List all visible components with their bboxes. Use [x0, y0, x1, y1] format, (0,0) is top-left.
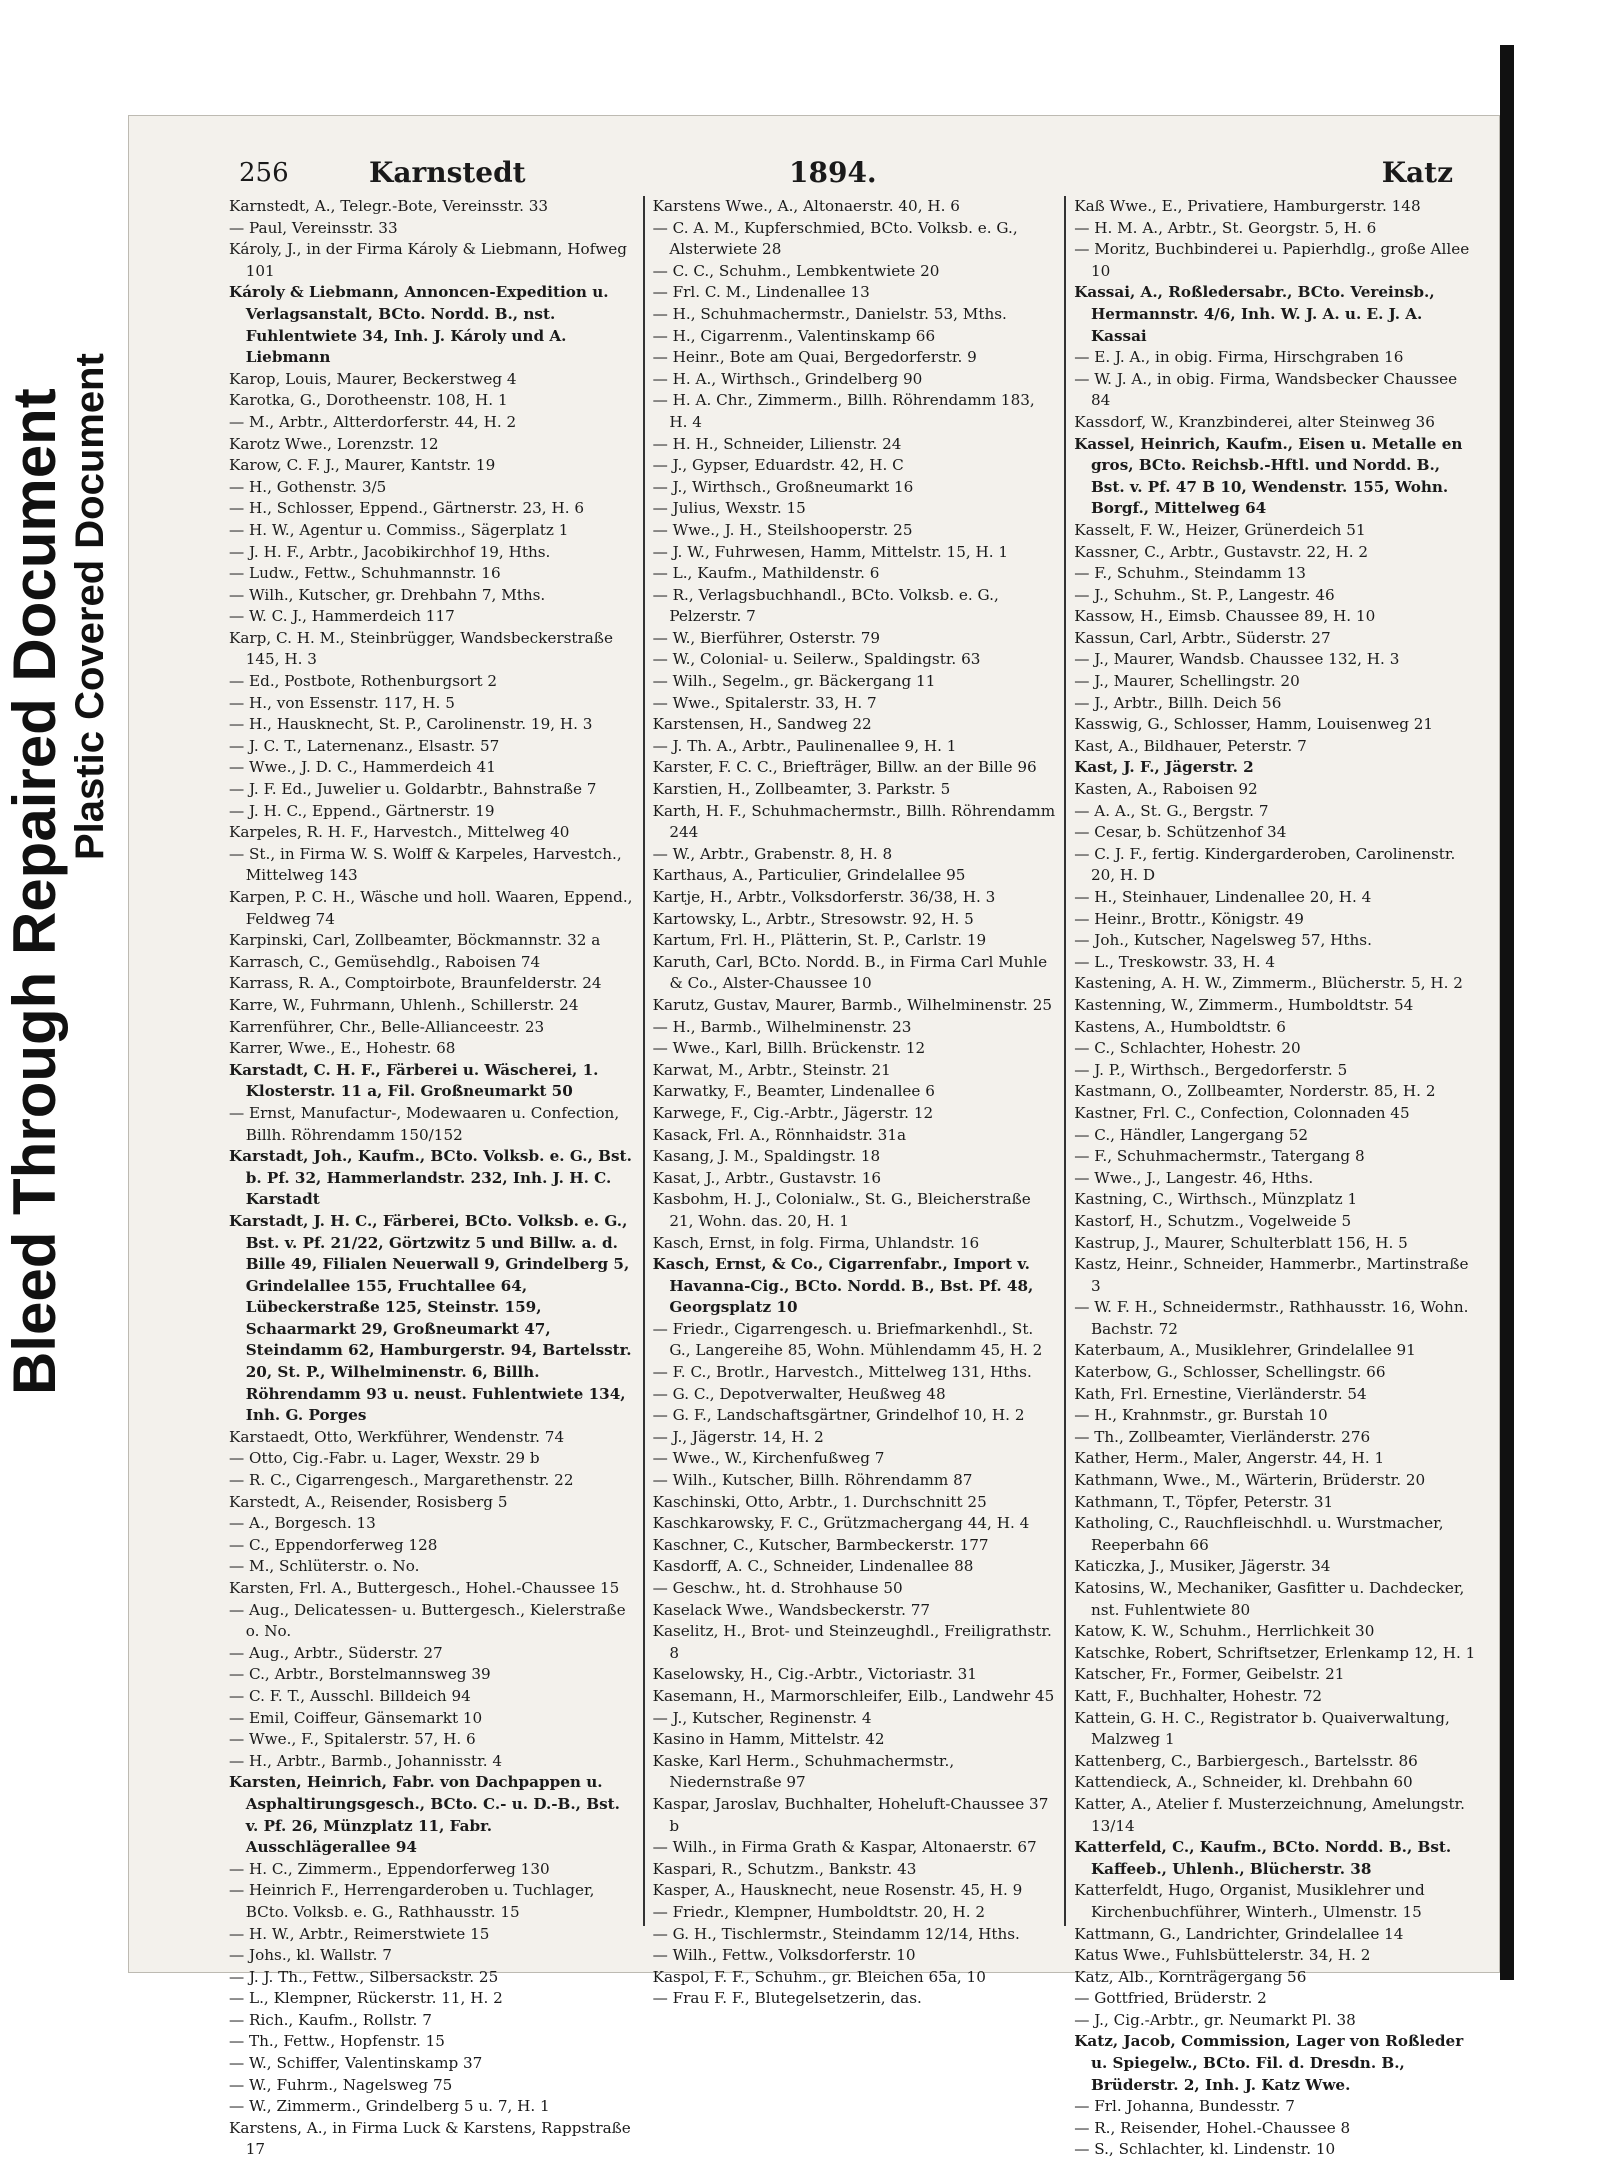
directory-entry: — J. W., Fuhrwesen, Hamm, Mittelstr. 15, H. 1	[652, 542, 1009, 561]
directory-entry: — Wilh., Fettw., Volksdorferstr. 10	[652, 1946, 916, 1965]
directory-entry: — Joh., Kutscher, Nagelsweg 57, Hths.	[1074, 931, 1372, 950]
directory-entry: — Frau F. F., Blutegelsetzerin, das.	[652, 1989, 922, 2008]
column-3	[1064, 196, 1486, 2159]
directory-entry: — Wwe., J. H., Steilshooperstr. 25	[652, 520, 913, 539]
directory-entry: Kassdorf, W., Kranzbinderei, alter Steinweg 36	[1074, 412, 1435, 431]
directory-entry: — W., Bierführer, Osterstr. 79	[652, 628, 881, 647]
directory-entry: Karotka, G., Dorotheenstr. 108, H. 1	[229, 391, 508, 410]
directory-entry: Katterfeld, C., Kaufm., BCto. Nordd. B., Bst. Kaffeeb., Uhlenh., Blücherstr. 38	[1074, 1838, 1452, 1878]
directory-entry: Karstens Wwe., A., Altonaerstr. 40, H. 6	[652, 197, 960, 215]
directory-entry: Károly & Liebmann, Annoncen-Expedition u. Verlagsanstalt, BCto. Nordd. B., nst. Fuhlentwiete 34, Inh. J. Károly und A. Liebmann	[229, 283, 609, 367]
directory-entry: Kasper, A., Hausknecht, neue Rosenstr. 45, H. 9	[652, 1881, 1023, 1900]
directory-entry: Katerbow, G., Schlosser, Schellingstr. 66	[1074, 1363, 1386, 1382]
directory-entry: — Ludw., Fettw., Schuhmannstr. 16	[229, 564, 501, 583]
directory-entry: Karwatky, F., Beamter, Lindenallee 6	[652, 1082, 935, 1101]
directory-entry: — Geschw., ht. d. Strohhause 50	[652, 1579, 903, 1597]
directory-entry: — Wwe., F., Spitalerstr. 57, H. 6	[229, 1730, 476, 1749]
directory-entry: Karpinski, Carl, Zollbeamter, Böckmannstr. 32 a	[229, 931, 601, 950]
directory-entry: Katholing, C., Rauchfleischhdl. u. Wurstmacher, Reeperbahn 66	[1074, 1514, 1444, 1554]
directory-entry: — W. C. J., Hammerdeich 117	[229, 607, 455, 626]
directory-entry: Karsten, Heinrich, Fabr. von Dachpappen u. Asphaltirungsgesch., BCto. C.- u. D.-B., Bst. v. Pf. 26, Münzplatz 11, Fabr. Ausschlägerallee 94	[229, 1773, 620, 1857]
directory-entry: — C., Eppendorferweg 128	[229, 1535, 438, 1554]
directory-entry: — Heinr., Brottr., Königstr. 49	[1074, 909, 1304, 928]
header-left-word: Karnstedt	[369, 156, 526, 189]
directory-entry: — Th., Zollbeamter, Vierländerstr. 276	[1074, 1427, 1371, 1446]
directory-entry: — J., Maurer, Schellingstr. 20	[1074, 672, 1300, 691]
directory-columns	[221, 196, 1486, 2159]
directory-entry: — W., Zimmerm., Grindelberg 5 u. 7, H. 1	[229, 2097, 550, 2116]
directory-entry: — Ed., Postbote, Rothenburgsort 2	[229, 672, 498, 691]
directory-entry: — Paul, Vereinsstr. 33	[229, 218, 398, 237]
directory-entry: — Th., Fettw., Hopfenstr. 15	[229, 2032, 445, 2051]
directory-entry: — G. F., Landschaftsgärtner, Grindelhof 10, H. 2	[652, 1406, 1025, 1425]
directory-entry: Károly, J., in der Firma Károly & Liebmann, Hofweg 101	[229, 240, 627, 280]
column-2	[643, 196, 1065, 2008]
directory-entry: — Otto, Cig.-Fabr. u. Lager, Wexstr. 29 b	[229, 1449, 540, 1468]
directory-entry: Katschke, Robert, Schriftsetzer, Erlenkamp 12, H. 1	[1074, 1643, 1476, 1662]
directory-entry: Karrasch, C., Gemüsehdlg., Raboisen 74	[229, 952, 541, 971]
directory-entry: — G. C., Depotverwalter, Heußweg 48	[652, 1384, 946, 1403]
directory-entry: Kastens, A., Humboldtstr. 6	[1074, 1017, 1286, 1036]
directory-entry: — J., Cig.-Arbtr., gr. Neumarkt Pl. 38	[1074, 2010, 1356, 2029]
directory-entry: Karre, W., Fuhrmann, Uhlenh., Schillerstr. 24	[229, 995, 579, 1014]
directory-entry: Kartje, H., Arbtr., Volksdorferstr. 36/38, H. 3	[652, 888, 996, 906]
directory-entry: — Johs., kl. Wallstr. 7	[229, 1946, 392, 1965]
directory-entry: — J. Th. A., Arbtr., Paulinenallee 9, H. 1	[652, 736, 957, 755]
directory-entry: Kathmann, T., Töpfer, Peterstr. 31	[1074, 1492, 1334, 1511]
directory-entry: — Emil, Coiffeur, Gänsemarkt 10	[229, 1708, 483, 1727]
directory-entry: — J. P., Wirthsch., Bergedorferstr. 5	[1074, 1060, 1348, 1079]
directory-entry: — Rich., Kaufm., Rollstr. 7	[229, 2010, 432, 2029]
directory-entry: Karstien, H., Zollbeamter, 3. Parkstr. 5	[652, 780, 951, 799]
directory-entry: — Ernst, Manufactur-, Modewaaren u. Confection, Billh. Röhrendamm 150/152	[229, 1103, 620, 1144]
directory-entry: — C., Arbtr., Borstelmannsweg 39	[229, 1665, 491, 1684]
directory-entry: — W., Schiffer, Valentinskamp 37	[229, 2054, 483, 2073]
directory-entry: — W., Arbtr., Grabenstr. 8, H. 8	[652, 844, 893, 863]
directory-entry: Kassai, A., Roßledersabr., BCto. Vereinsb., Hermannstr. 4/6, Inh. W. J. A. u. E. J. A. Kassai	[1074, 283, 1435, 345]
directory-entry: Karthaus, A., Particulier, Grindelallee 95	[652, 866, 966, 885]
directory-entry: — H. H., Schneider, Lilienstr. 24	[652, 434, 902, 453]
page-header	[229, 154, 1477, 194]
directory-entry: — Wwe., J. D. C., Hammerdeich 41	[229, 758, 496, 777]
directory-entry: Kaschner, C., Kutscher, Barmbeckerstr. 177	[652, 1535, 989, 1554]
directory-entry: Kasten, A., Raboisen 92	[1074, 780, 1258, 799]
directory-entry: Kassun, Carl, Arbtr., Süderstr. 27	[1074, 628, 1331, 647]
directory-entry: — C. F. T., Ausschl. Billdeich 94	[229, 1686, 471, 1705]
directory-entry: Karrer, Wwe., E., Hohestr. 68	[229, 1039, 456, 1058]
directory-entry: Karstensen, H., Sandweg 22	[652, 715, 872, 734]
directory-entry: Kast, A., Bildhauer, Peterstr. 7	[1074, 736, 1307, 755]
directory-entry: Karotz Wwe., Lorenzstr. 12	[229, 434, 439, 453]
directory-entry: Kassow, H., Eimsb. Chaussee 89, H. 10	[1074, 607, 1376, 626]
directory-entry: Kasang, J. M., Spaldingstr. 18	[652, 1147, 881, 1166]
directory-entry: — H., von Essenstr. 117, H. 5	[229, 693, 455, 712]
directory-entry: Kaschkarowsky, F. C., Grützmachergang 44, H. 4	[652, 1514, 1030, 1533]
directory-entry: — Frl. Johanna, Bundesstr. 7	[1074, 2097, 1295, 2116]
directory-entry: — Aug., Delicatessen- u. Buttergesch., Kielerstraße o. No.	[229, 1600, 626, 1641]
directory-entry: Karp, C. H. M., Steinbrügger, Wandsbeckerstraße 145, H. 3	[229, 628, 613, 669]
directory-entry: Kaspari, R., Schutzm., Bankstr. 43	[652, 1859, 917, 1878]
directory-entry: — J., Kutscher, Reginenstr. 4	[652, 1708, 872, 1727]
directory-entry: Kaschinski, Otto, Arbtr., 1. Durchschnitt 25	[652, 1492, 987, 1511]
directory-entry: — J., Maurer, Wandsb. Chaussee 132, H. 3	[1074, 650, 1400, 669]
directory-entry: — A. A., St. G., Bergstr. 7	[1074, 801, 1269, 820]
column-1	[221, 196, 643, 2159]
directory-entry: — Heinrich F., Herrengarderoben u. Tuchlager, BCto. Volksb. e. G., Rathhausstr. 15	[229, 1881, 595, 1921]
directory-entry: Kaselack Wwe., Wandsbeckerstr. 77	[652, 1600, 931, 1619]
directory-entry: — F., Schuhm., Steindamm 13	[1074, 564, 1306, 583]
directory-entry: Katt, F., Buchhalter, Hohestr. 72	[1074, 1686, 1323, 1705]
directory-entry: — Friedr., Cigarrengesch. u. Briefmarkenhdl., St. G., Langereihe 85, Wohn. Mühlendamm 45, H. 2	[652, 1319, 1043, 1360]
directory-entry: — L., Klempner, Rückerstr. 11, H. 2	[229, 1989, 503, 2008]
directory-entry: — J., Wirthsch., Großneumarkt 16	[652, 477, 914, 496]
directory-entry: Kastmann, O., Zollbeamter, Norderstr. 85, H. 2	[1074, 1082, 1436, 1101]
directory-entry: — H., Gothenstr. 3/5	[229, 477, 387, 496]
directory-entry: Kastrup, J., Maurer, Schulterblatt 156, H. 5	[1074, 1233, 1408, 1252]
directory-entry: Kasdorff, A. C., Schneider, Lindenallee 88	[652, 1557, 974, 1576]
directory-entry: Katow, K. W., Schuhm., Herrlichkeit 30	[1074, 1622, 1375, 1641]
directory-entry: — J., Gypser, Eduardstr. 42, H. C	[652, 456, 904, 475]
plastic-covered-label: Plastic Covered Document	[68, 353, 112, 860]
directory-entry: Kasswig, G., Schlosser, Hamm, Louisenweg 21	[1074, 715, 1434, 734]
directory-entry: — L., Treskowstr. 33, H. 4	[1074, 952, 1276, 971]
directory-entry: — M., Schlüterstr. o. No.	[229, 1557, 420, 1576]
directory-entry: Kastenning, W., Zimmerm., Humboldtstr. 54	[1074, 995, 1414, 1014]
directory-entry: Kasselt, F. W., Heizer, Grünerdeich 51	[1074, 520, 1366, 539]
directory-entry: Katz, Jacob, Commission, Lager von Roßleder u. Spiegelw., BCto. Fil. d. Dresdn. B., Brüderstr. 2, Inh. J. Katz Wwe.	[1074, 2032, 1464, 2094]
directory-entry: Katz, Alb., Kornträgergang 56	[1074, 1967, 1307, 1986]
directory-entry: — J., Schuhm., St. P., Langestr. 46	[1074, 585, 1335, 604]
directory-entry: — H., Barmb., Wilhelminenstr. 23	[652, 1017, 912, 1036]
bleed-through-repaired-label: Bleed Through Repaired Document	[1, 388, 68, 1395]
directory-entry: — Wilh., Segelm., gr. Bäckergang 11	[652, 672, 936, 691]
directory-entry: Kastner, Frl. C., Confection, Colonnaden 45	[1074, 1103, 1410, 1122]
directory-entry: — F., Schuhmachermstr., Tatergang 8	[1074, 1147, 1365, 1166]
directory-entry: Kaske, Karl Herm., Schuhmachermstr., Niedernstraße 97	[652, 1751, 955, 1792]
directory-entry: — H., Cigarrenm., Valentinskamp 66	[652, 326, 936, 345]
directory-entry: Katterfeldt, Hugo, Organist, Musiklehrer und Kirchenbuchführer, Winterh., Ulmenstr. 15	[1074, 1881, 1425, 1921]
directory-entry: Kartowsky, L., Arbtr., Stresowstr. 92, H. 5	[652, 909, 974, 928]
directory-entry: Karwege, F., Cig.-Arbtr., Jägerstr. 12	[652, 1103, 934, 1122]
scan-frame-edge	[1500, 45, 1514, 1980]
directory-entry: Kaselitz, H., Brot- und Steinzeughdl., Freiligrathstr. 8	[652, 1622, 1052, 1662]
directory-entry: — H. C., Zimmerm., Eppendorferweg 130	[229, 1859, 550, 1878]
directory-entry: Katiczka, J., Musiker, Jägerstr. 34	[1074, 1557, 1331, 1576]
directory-entry: Karrass, R. A., Comptoirbote, Braunfelderstr. 24	[229, 974, 602, 993]
directory-entry: — J. F. Ed., Juwelier u. Goldarbtr., Bahnstraße 7	[229, 780, 597, 799]
directory-entry: — F. C., Brotlr., Harvestch., Mittelweg 131, Hths.	[652, 1363, 1032, 1382]
directory-entry: — J. H. F., Arbtr., Jacobikirchhof 19, Hths.	[229, 542, 551, 561]
directory-entry: — Julius, Wexstr. 15	[652, 499, 806, 518]
directory-entry: Karstadt, Joh., Kaufm., BCto. Volksb. e. G., Bst. b. Pf. 32, Hammerlandstr. 232, Inh. J. H. C. Karstadt	[229, 1147, 632, 1209]
directory-entry: — W., Fuhrm., Nagelsweg 75	[229, 2075, 453, 2094]
directory-entry: Karstadt, J. H. C., Färberei, BCto. Volksb. e. G., Bst. v. Pf. 21/22, Görtzwitz 5 und Billw. a. d. Bille 49, Filialen Neuerwall 9, Grindelberg 5, Grindelallee 155, Fruchtallee 64, Lübeckerstraße 125, Steinstr. 159, Schaarmarkt 29, Großneumarkt 47, Steindamm 62, Hamburgerstr. 94, Bartelsstr. 20, St. P., Wilhelminenstr. 6, Billh. Röhrendamm 93 u. neust. Fuhlentwiete 134, Inh. G. Porges	[229, 1211, 632, 1425]
directory-entry: Kattendieck, A., Schneider, kl. Drehbahn 60	[1074, 1773, 1413, 1792]
directory-entry: Karuth, Carl, BCto. Nordd. B., in Firma Carl Muhle & Co., Alster-Chaussee 10	[652, 952, 1048, 993]
directory-entry: Kattmann, G., Landrichter, Grindelallee 14	[1074, 1924, 1404, 1943]
directory-entry: — Heinr., Bote am Quai, Bergedorferstr. 9	[652, 348, 977, 367]
directory-entry: — H. W., Agentur u. Commiss., Sägerplatz 1	[229, 520, 569, 539]
header-right-word: Katz	[1381, 156, 1453, 189]
directory-entry: — Gottfried, Brüderstr. 2	[1074, 1989, 1267, 2008]
directory-entry: — J., Jägerstr. 14, H. 2	[652, 1427, 824, 1446]
directory-entry: — W. F. H., Schneidermstr., Rathhausstr. 16, Wohn. Bachstr. 72	[1074, 1298, 1469, 1338]
directory-entry: — Wwe., J., Langestr. 46, Hths.	[1074, 1168, 1314, 1187]
directory-entry: — R., Reisender, Hohel.-Chaussee 8	[1074, 2118, 1351, 2137]
directory-entry: Kasino in Hamm, Mittelstr. 42	[652, 1730, 885, 1749]
directory-entry: Kasch, Ernst, in folg. Firma, Uhlandstr. 16	[652, 1233, 980, 1252]
directory-entry: Kartum, Frl. H., Plätterin, St. P., Carlstr. 19	[652, 931, 987, 950]
directory-entry: — J., Arbtr., Billh. Deich 56	[1074, 693, 1282, 712]
directory-entry: — H., Schuhmachermstr., Danielstr. 53, Mths.	[652, 304, 1007, 323]
directory-entry: — H., Arbtr., Barmb., Johannisstr. 4	[229, 1751, 503, 1770]
directory-entry: — Wwe., W., Kirchenfußweg 7	[652, 1449, 885, 1468]
directory-entry: Karpen, P. C. H., Wäsche und holl. Waaren, Eppend., Feldweg 74	[229, 888, 633, 928]
directory-entry: — R., Verlagsbuchhandl., BCto. Volksb. e. G., Pelzerstr. 7	[652, 585, 999, 626]
directory-entry: — R. C., Cigarrengesch., Margarethenstr. 22	[229, 1471, 574, 1490]
directory-entry: — Wwe., Karl, Billh. Brückenstr. 12	[652, 1039, 926, 1058]
directory-entry: — A., Borgesch. 13	[229, 1514, 376, 1533]
page-number: 256	[239, 158, 289, 188]
directory-entry: — J. H. C., Eppend., Gärtnerstr. 19	[229, 801, 495, 820]
directory-entry: — L., Kaufm., Mathildenstr. 6	[652, 564, 880, 583]
directory-entry: — Moritz, Buchbinderei u. Papierhdlg., große Allee 10	[1074, 240, 1470, 280]
directory-entry: Kaß Wwe., E., Privatiere, Hamburgerstr. 148	[1074, 197, 1421, 215]
directory-entry: Kaspar, Jaroslav, Buchhalter, Hoheluft-Chaussee 37 b	[652, 1794, 1049, 1835]
directory-entry: — G. H., Tischlermstr., Steindamm 12/14, Hths.	[652, 1924, 1020, 1943]
directory-entry: — M., Arbtr., Altterdorferstr. 44, H. 2	[229, 412, 517, 431]
directory-entry: Katerbaum, A., Musiklehrer, Grindelallee 91	[1074, 1341, 1416, 1360]
directory-entry: Kasbohm, H. J., Colonialw., St. G., Bleicherstraße 21, Wohn. das. 20, H. 1	[652, 1190, 1031, 1230]
directory-entry: — E. J. A., in obig. Firma, Hirschgraben 16	[1074, 348, 1404, 367]
directory-entry: — Wilh., Kutscher, gr. Drehbahn 7, Mths.	[229, 585, 546, 604]
directory-entry: Karwat, M., Arbtr., Steinstr. 21	[652, 1060, 891, 1079]
directory-entry: Katosins, W., Mechaniker, Gasfitter u. Dachdecker, nst. Fuhlentwiete 80	[1074, 1579, 1465, 1619]
directory-entry: — J. C. T., Laternenanz., Elsastr. 57	[229, 736, 500, 755]
directory-entry: — Aug., Arbtr., Süderstr. 27	[229, 1643, 443, 1662]
directory-entry: — W. J. A., in obig. Firma, Wandsbecker Chaussee 84	[1074, 369, 1458, 410]
directory-entry: — H., Steinhauer, Lindenallee 20, H. 4	[1074, 888, 1372, 906]
directory-entry: Karster, F. C. C., Briefträger, Billw. an der Bille 96	[652, 758, 1037, 777]
directory-entry: — Cesar, b. Schützenhof 34	[1074, 823, 1287, 842]
header-year: 1894.	[789, 156, 877, 189]
directory-entry: Kaspol, F. F., Schuhm., gr. Bleichen 65a, 10	[652, 1967, 986, 1986]
directory-entry: — Wwe., Spitalerstr. 33, H. 7	[652, 693, 877, 712]
directory-entry: Karth, H. F., Schuhmachermstr., Billh. Röhrendamm 244	[652, 801, 1056, 842]
directory-entry: Kast, J. F., Jägerstr. 2	[1074, 758, 1254, 777]
directory-entry: Karutz, Gustav, Maurer, Barmb., Wilhelminenstr. 25	[652, 995, 1053, 1014]
directory-entry: — H., Schlosser, Eppend., Gärtnerstr. 23, H. 6	[229, 499, 585, 518]
directory-entry: Kattein, G. H. C., Registrator b. Quaiverwaltung, Malzweg 1	[1074, 1708, 1450, 1749]
directory-entry: — H. W., Arbtr., Reimerstwiete 15	[229, 1924, 490, 1943]
directory-entry: — Wilh., in Firma Grath & Kaspar, Altonaerstr. 67	[652, 1838, 1037, 1857]
directory-entry: Kaselowsky, H., Cig.-Arbtr., Victoriastr. 31	[652, 1665, 977, 1684]
directory-entry: — Frl. C. M., Lindenallee 13	[652, 283, 870, 302]
directory-entry: Kattenberg, C., Barbiergesch., Bartelsstr. 86	[1074, 1751, 1418, 1770]
directory-entry: — S., Schlachter, kl. Lindenstr. 10	[1074, 2140, 1336, 2159]
directory-entry: Karpeles, R. H. F., Harvestch., Mittelweg 40	[229, 823, 570, 842]
directory-entry: — H. M. A., Arbtr., St. Georgstr. 5, H. 6	[1074, 218, 1377, 237]
directory-entry: — J. J. Th., Fettw., Silbersackstr. 25	[229, 1967, 499, 1986]
directory-entry: Karstens, A., in Firma Luck & Karstens, Rappstraße 17	[229, 2118, 631, 2159]
directory-entry: Karstadt, C. H. F., Färberei u. Wäscherei, 1. Klosterstr. 11 a, Fil. Großneumarkt 50	[229, 1060, 599, 1101]
directory-entry: — W., Colonial- u. Seilerw., Spaldingstr. 63	[652, 650, 981, 669]
directory-entry: — C. C., Schuhm., Lembkentwiete 20	[652, 261, 940, 280]
directory-entry: Kath, Frl. Ernestine, Vierländerstr. 54	[1074, 1384, 1367, 1403]
directory-entry: — H. A. Chr., Zimmerm., Billh. Röhrendamm 183, H. 4	[652, 391, 1035, 431]
directory-entry: Kasack, Frl. A., Rönnhaidstr. 31a	[652, 1125, 907, 1144]
directory-page	[128, 115, 1500, 2159]
directory-entry: Kassner, C., Arbtr., Gustavstr. 22, H. 2	[1074, 542, 1369, 561]
directory-entry: Kassel, Heinrich, Kaufm., Eisen u. Metalle en gros, BCto. Reichsb.-Hftl. und Nordd. B., Bst. v. Pf. 47 B 10, Wendenstr. 155, Wohn. Borgf., Mittelweg 64	[1074, 434, 1463, 518]
directory-entry: — C. J. F., fertig. Kindergarderoben, Carolinenstr. 20, H. D	[1074, 844, 1456, 885]
directory-entry: Karsten, Frl. A., Buttergesch., Hohel.-Chaussee 15	[229, 1579, 620, 1597]
directory-entry: — C., Händler, Langergang 52	[1074, 1125, 1309, 1144]
directory-entry: Kasemann, H., Marmorschleifer, Eilb., Landwehr 45	[652, 1686, 1055, 1705]
directory-entry: Katter, A., Atelier f. Musterzeichnung, Amelungstr. 13/14	[1074, 1794, 1465, 1835]
directory-entry: Kastening, A. H. W., Zimmerm., Blücherstr. 5, H. 2	[1074, 974, 1463, 993]
directory-entry: Kastz, Heinr., Schneider, Hammerbr., Martinstraße 3	[1074, 1255, 1469, 1295]
directory-entry: Karstaedt, Otto, Werkführer, Wendenstr. 74	[229, 1427, 565, 1446]
directory-entry: Karrenführer, Chr., Belle-Allianceestr. 23	[229, 1017, 545, 1036]
directory-entry: Kastning, C., Wirthsch., Münzplatz 1	[1074, 1190, 1358, 1209]
directory-entry: Karnstedt, A., Telegr.-Bote, Vereinsstr. 33	[229, 197, 549, 215]
directory-entry: Karstedt, A., Reisender, Rosisberg 5	[229, 1492, 508, 1511]
directory-entry: Kastorf, H., Schutzm., Vogelweide 5	[1074, 1211, 1352, 1230]
directory-entry: Kathmann, Wwe., M., Wärterin, Brüderstr. 20	[1074, 1471, 1426, 1490]
directory-entry: — C. A. M., Kupferschmied, BCto. Volksb. e. G., Alsterwiete 28	[652, 218, 1018, 259]
directory-entry: Karop, Louis, Maurer, Beckerstweg 4	[229, 369, 517, 388]
directory-entry: Kasat, J., Arbtr., Gustavstr. 16	[652, 1168, 882, 1187]
directory-entry: Katscher, Fr., Former, Geibelstr. 21	[1074, 1665, 1345, 1684]
directory-entry: Kasch, Ernst, & Co., Cigarrenfabr., Import v. Havanna-Cig., BCto. Nordd. B., Bst. Pf. 48, Georgsplatz 10	[652, 1255, 1034, 1317]
directory-entry: — H. A., Wirthsch., Grindelberg 90	[652, 369, 923, 388]
directory-entry: Kather, Herm., Maler, Angerstr. 44, H. 1	[1074, 1449, 1385, 1468]
directory-entry: — C., Schlachter, Hohestr. 20	[1074, 1039, 1301, 1058]
directory-entry: — Wilh., Kutscher, Billh. Röhrendamm 87	[652, 1471, 973, 1490]
directory-entry: — H., Krahnmstr., gr. Burstah 10	[1074, 1406, 1328, 1425]
directory-entry: — St., in Firma W. S. Wolff & Karpeles, Harvestch., Mittelweg 143	[229, 844, 622, 885]
directory-entry: — Friedr., Klempner, Humboldtstr. 20, H. 2	[652, 1902, 986, 1921]
directory-entry: — H., Hausknecht, St. P., Carolinenstr. 19, H. 3	[229, 715, 593, 734]
directory-entry: Katus Wwe., Fuhlsbüttelerstr. 34, H. 2	[1074, 1946, 1371, 1965]
directory-entry: Karow, C. F. J., Maurer, Kantstr. 19	[229, 456, 496, 475]
